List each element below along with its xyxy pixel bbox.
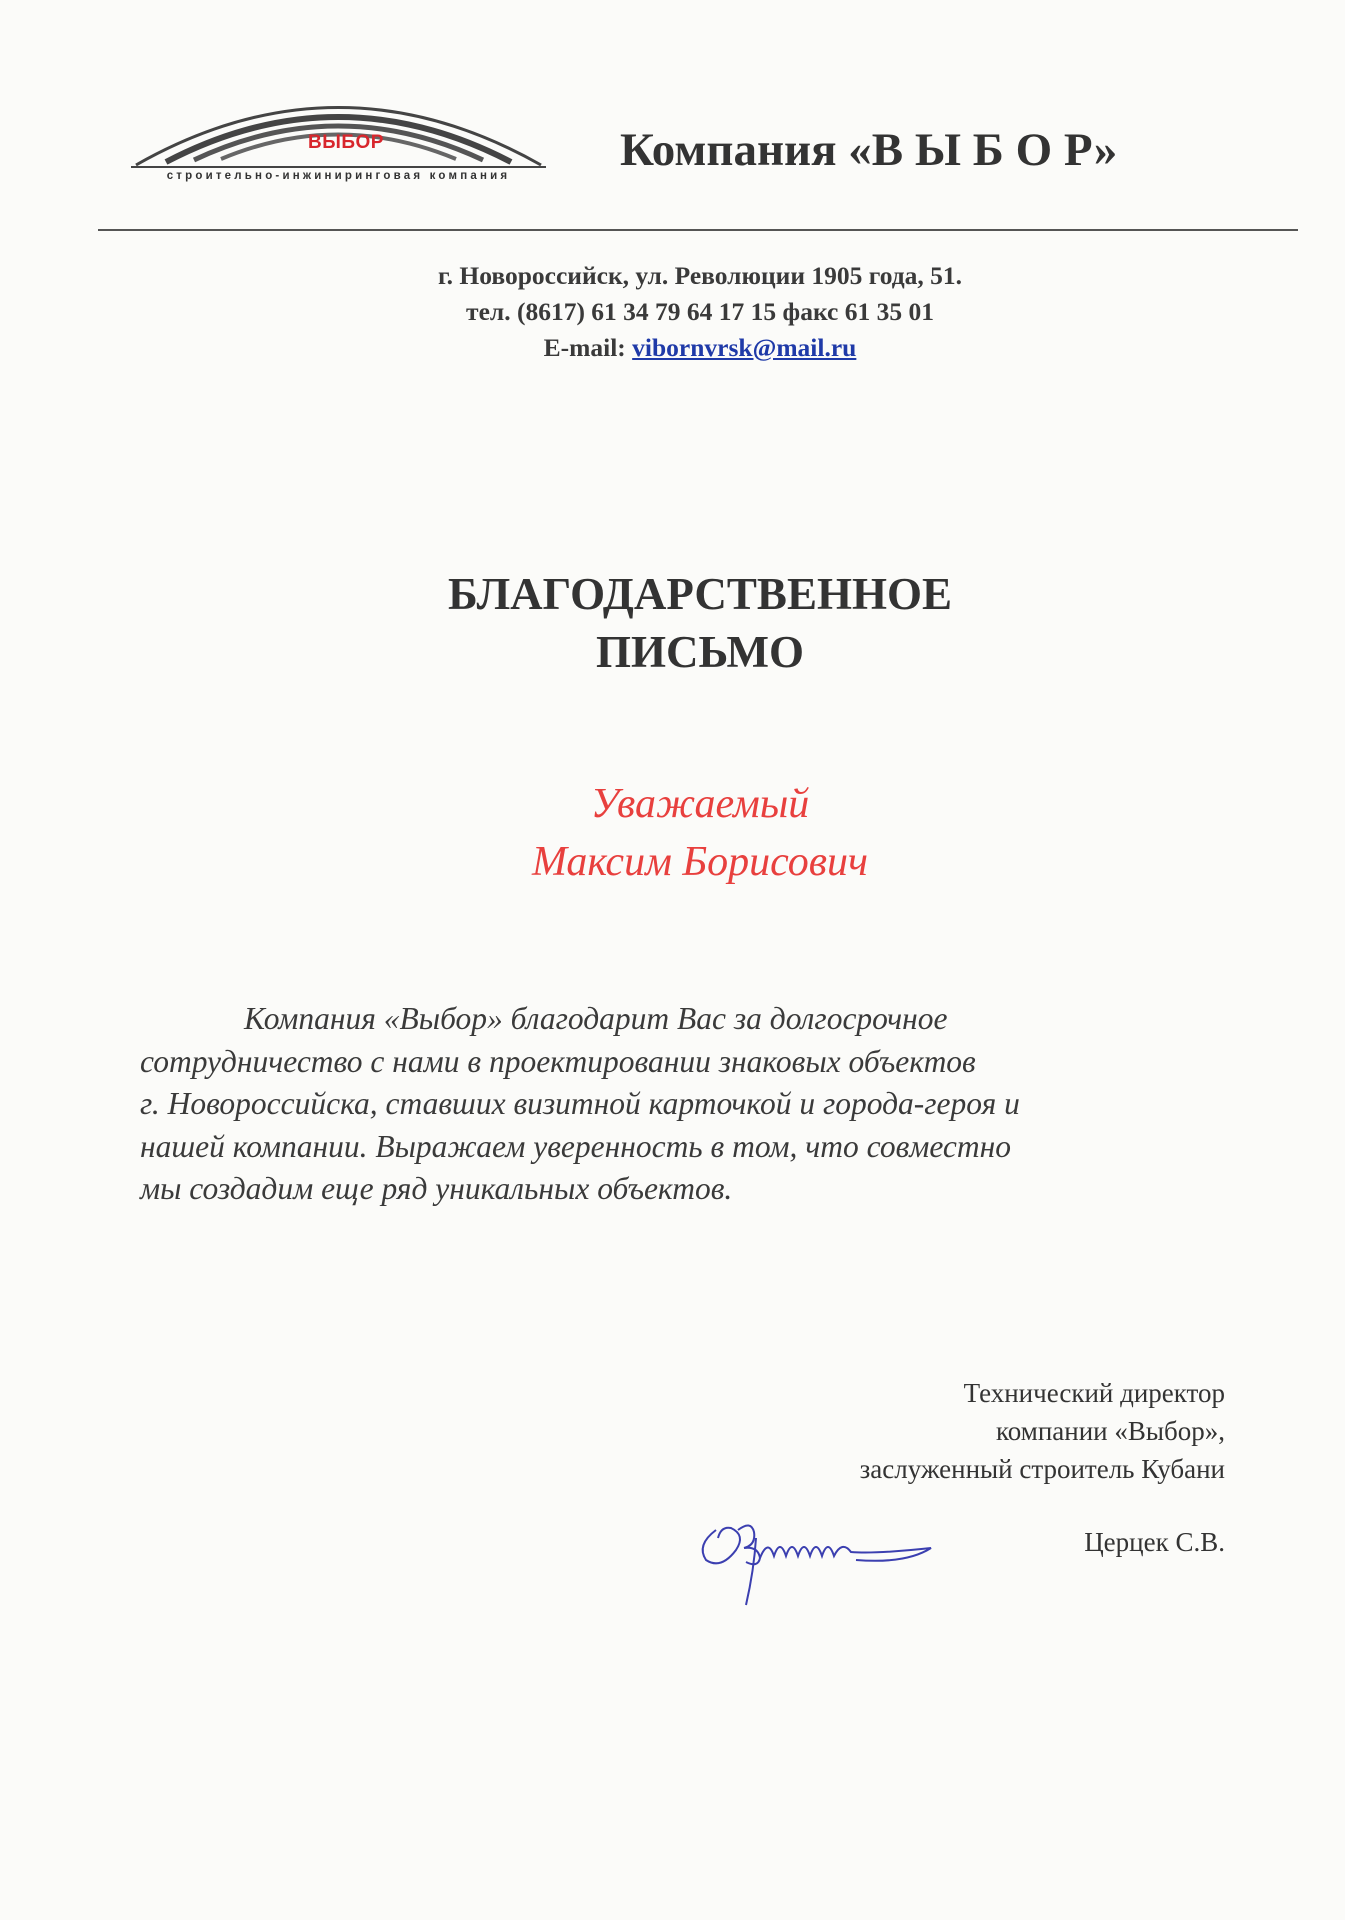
body-line: г. Новороссийска, ставших визитной карточкой и города-героя и: [140, 1086, 1020, 1121]
phones: тел. (8617) 61 34 79 64 17 15 факс 61 35 01: [466, 297, 934, 326]
dome-logo-icon: [126, 70, 551, 170]
document-title-line: БЛАГОДАРСТВЕННОЕ: [448, 569, 952, 619]
document-title-line: ПИСЬМО: [596, 627, 804, 677]
company-logo: [126, 70, 551, 190]
body-line: сотрудничество с нами в проектировании знаковых объектов: [140, 1043, 976, 1079]
document-title: [100, 565, 1300, 681]
logo-name: ВЫБОР: [308, 132, 384, 153]
header-divider: [98, 229, 1298, 231]
address: г. Новороссийск, ул. Революции 1905 года, 51.: [437, 261, 963, 290]
signer-name: Церцек С.В.: [1084, 1527, 1225, 1557]
signer-position-line: заслуженный строитель Кубани: [859, 1454, 1225, 1484]
body-line: мы создадим еще ряд уникальных объектов.: [140, 1171, 733, 1206]
greeting-line: Максим Борисович: [531, 839, 869, 885]
greeting: [100, 775, 1300, 891]
letter-body: [140, 998, 1240, 1211]
body-line: нашей компании. Выражаем уверенность в том, что совместно: [140, 1128, 1012, 1164]
contact-block: [100, 258, 1300, 366]
email-line: [100, 330, 1300, 366]
email-link[interactable]: vibornvrsk@mail.ru: [632, 333, 857, 362]
signer-position-line: Технический директор: [963, 1378, 1225, 1408]
email-label: E-mail:: [543, 333, 633, 362]
signer-position: [650, 1374, 1225, 1488]
logo-tagline: строительно-инжиниринговая компания: [166, 170, 511, 182]
company-title: Компания «В Ы Б О Р»: [620, 124, 1118, 176]
greeting-line: Уважаемый: [590, 781, 810, 827]
body-line: Компания «Выбор» благодарит Вас за долгосрочное: [244, 1001, 948, 1036]
signer-position-line: компании «Выбор»,: [996, 1416, 1225, 1446]
